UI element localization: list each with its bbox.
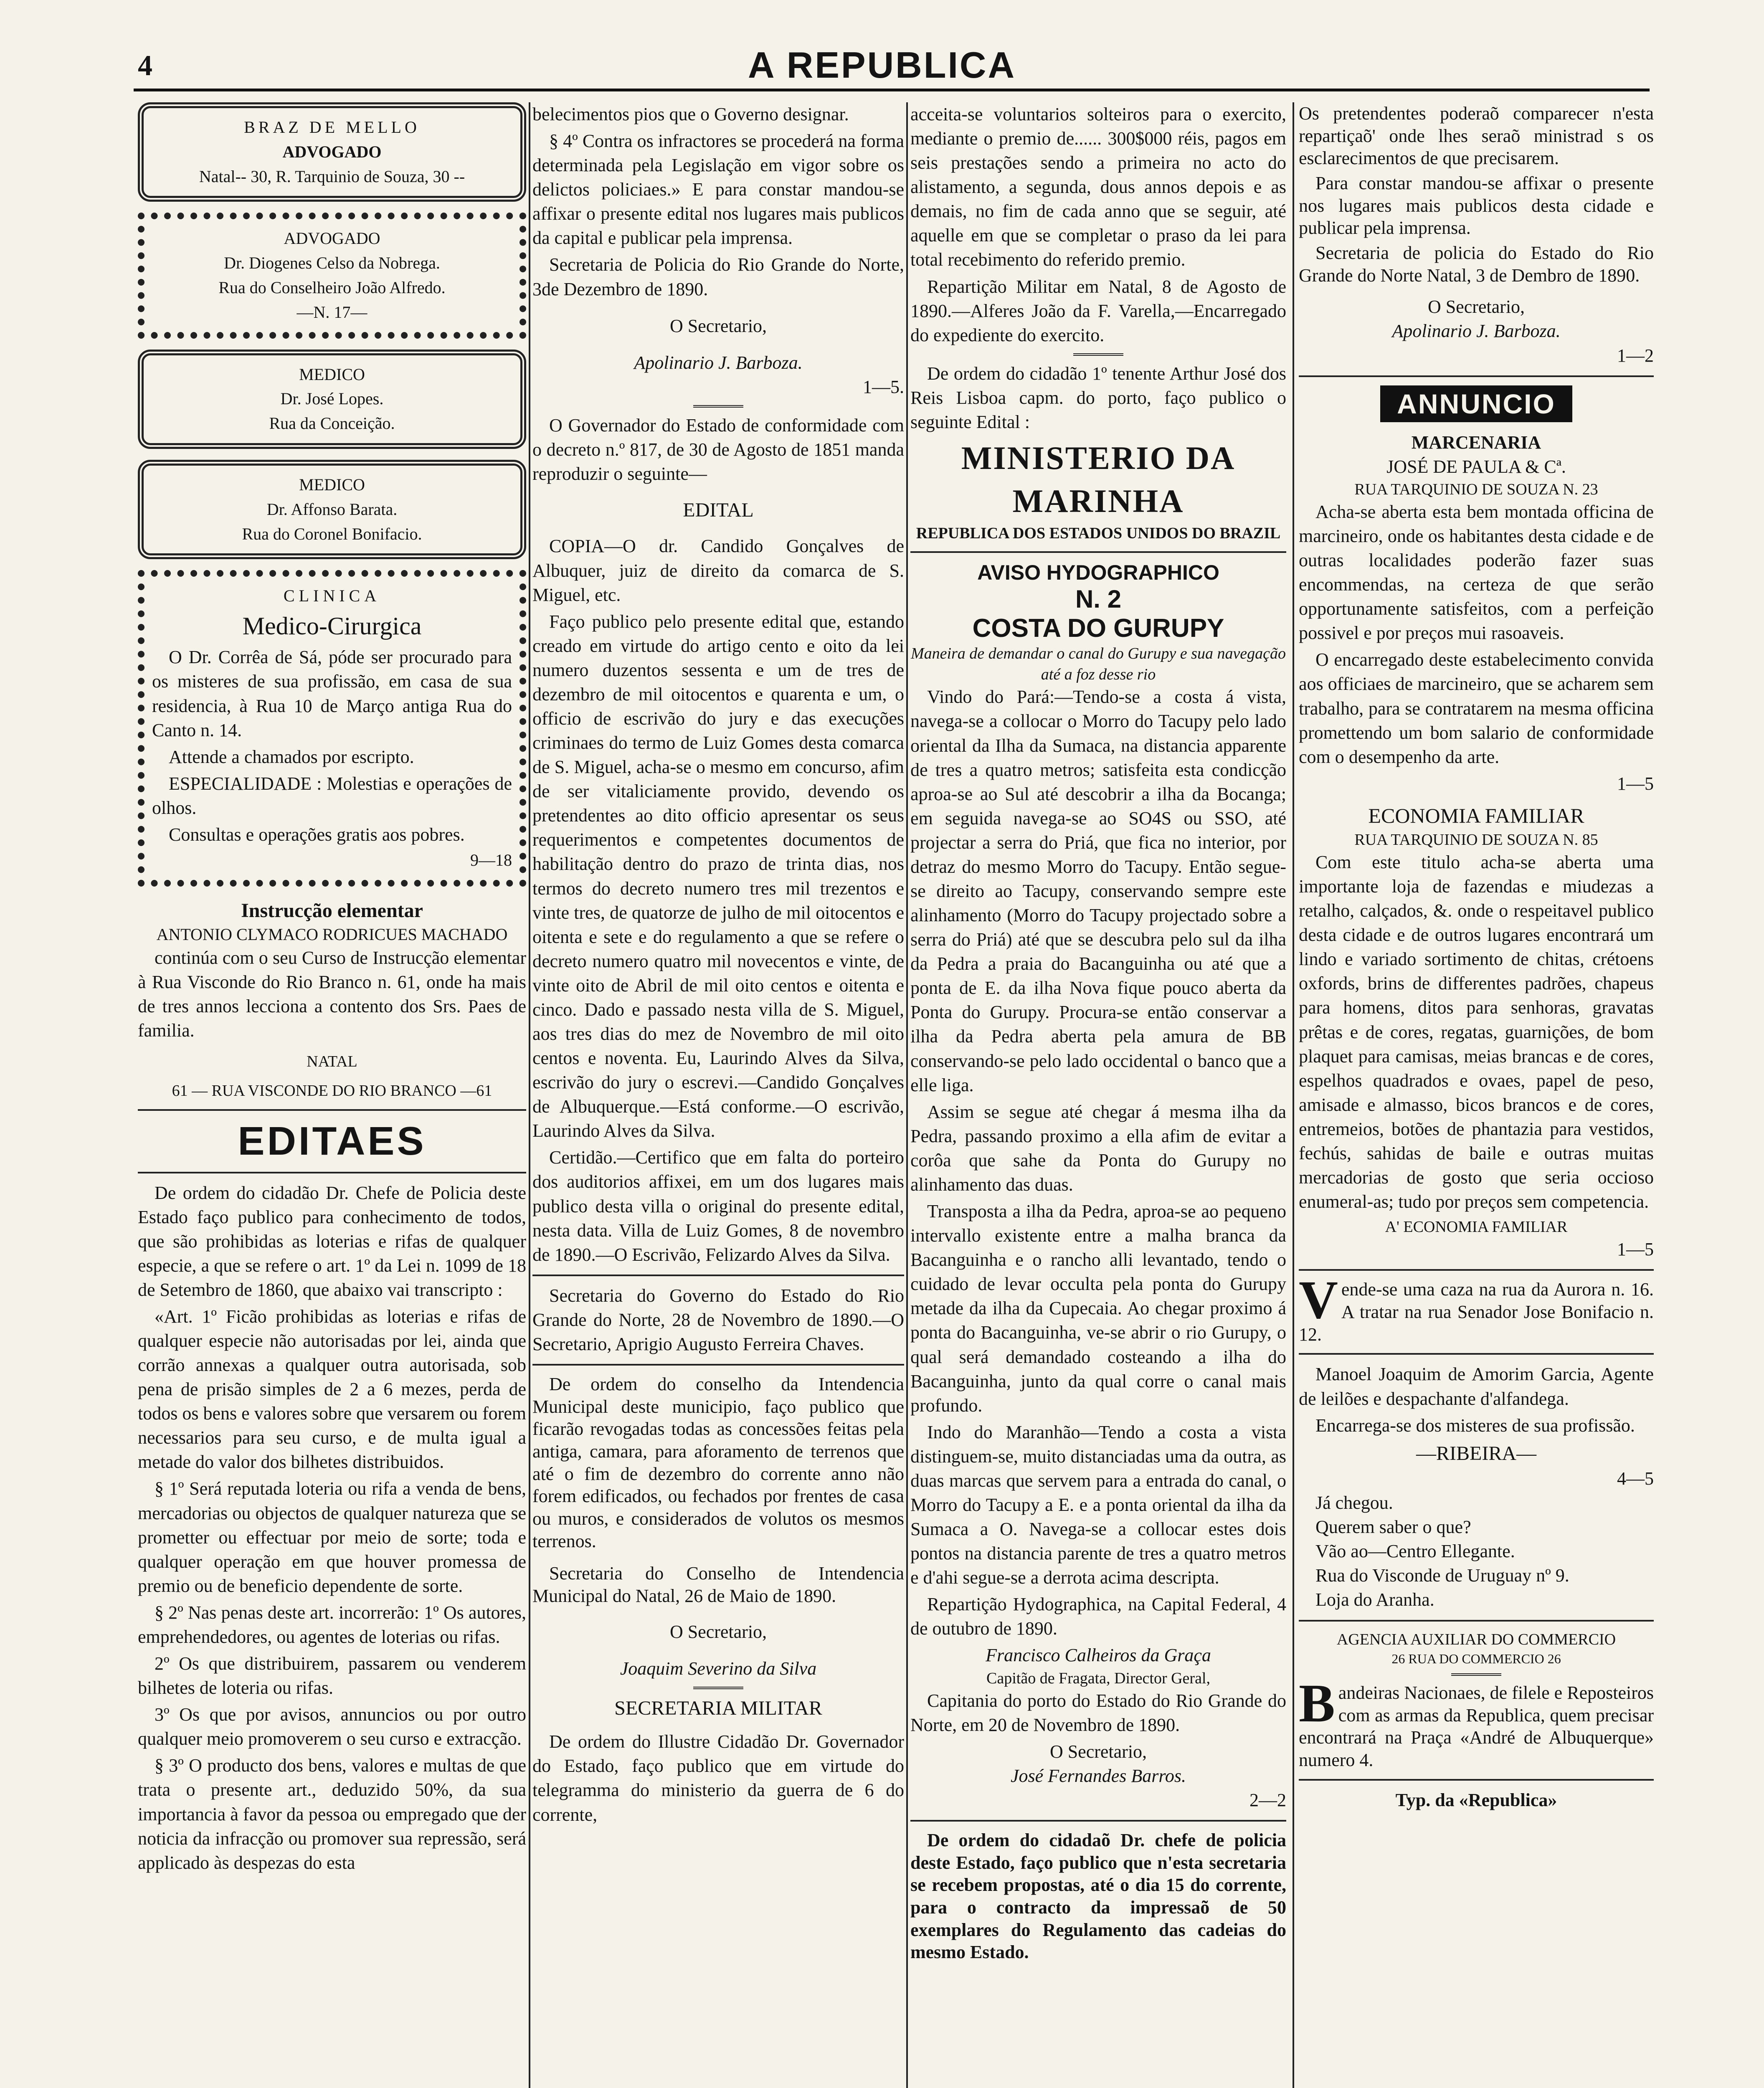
ad-address: Rua do Coronel Bonifacio.	[242, 524, 422, 543]
economia-signature: A' ECONOMIA FAMILIAR	[1385, 1218, 1568, 1236]
edital-paragraph: Secretaria do Governo do Estado do Rio Grande do Norte, 28 de Novembro de 1890.—O Secretario, Aprigio Augusto Ferreira Chaves.	[532, 1285, 904, 1354]
editaes-paragraph: § 1º Será reputada loteria ou rifa a venda de bens, mercadorias ou objectos de qualquer natureza que se prometter ou effectuar por meio de sorte; toda e qualquer operação em que houver promessa de premio ou de beneficio dependente de sorte.	[138, 1478, 526, 1596]
divider	[1299, 1353, 1654, 1355]
divider	[1299, 375, 1654, 377]
instrucao-city: NATAL	[307, 1053, 357, 1071]
chegou-list	[1299, 1491, 1654, 1612]
editaes-paragraph: § 3º O producto dos bens, valores e multas de que trata o presente art., deduzido 50%, da sua importancia à favor da pessoa ou empregado que der noticia da infracção ou promover sua repressão, será applicado às despezas do esta	[138, 1755, 526, 1873]
intendencia-notice: De ordem do conselho da Intendencia Municipal deste municipio, faço publico que ficarão revogadas todas as concessões feitas pela antiga, camara, para aforamento de terrenos que até o fim de dezembro do corrente anno não forem edificados, ou fechados por frentes de casa ou muros, e considerados de volutos os mesmos terrenos.	[532, 1374, 904, 1551]
ad-braz-de-mello	[138, 102, 526, 202]
clinica-text: Attende a chamados por escripto.	[169, 746, 414, 767]
ad-address: Rua da Conceição.	[269, 414, 395, 433]
aviso-heading: AVISO HYDOGRAPHICO	[977, 561, 1219, 585]
edital-paragraph: COPIA—O dr. Candido Gonçalves de Albuquer, juiz de direito da comarca de S. Miguel, etc.	[532, 536, 904, 605]
ad-profession: ADVOGADO	[282, 142, 382, 161]
republica-heading: REPUBLICA DOS ESTADOS UNIDOS DO BRAZIL	[916, 524, 1281, 542]
ad-name: Dr. José Lopes.	[280, 389, 384, 408]
clinica-subtitle: Medico-Cirurgica	[242, 612, 422, 640]
column-divider	[529, 102, 530, 2088]
column-divider	[906, 102, 908, 2088]
edital-paragraph: § 4º Contra os infractores se procederá na forma determinada pela Legislação em vigor sobre os delictos policiaes.» E para constar mandou-se affixar o presente edital nos lugares mais publicos da capital e publicar pela imprensa.	[532, 131, 904, 248]
garcia-paragraph: Encarrega-se dos misteres de sua profissão.	[1315, 1415, 1635, 1436]
edital-heading: EDITAL	[683, 499, 754, 522]
editaes-paragraph: § 2º Nas penas deste art. incorrerão: 1º Os autores, emprehendedores, ou agentes de loterias ou rifas.	[138, 1602, 526, 1647]
signature-title: Capitão de Fragata, Director Geral,	[986, 1669, 1210, 1687]
secretario-label: O Secretario,	[669, 315, 767, 336]
policia-continuation: Os pretendentes poderaõ comparecer n'esta repartiçaõ' onde lhes seraõ ministrad s os esclarecimentos de que precisarem.	[1299, 103, 1654, 169]
column-divider	[1293, 102, 1294, 2088]
column-2	[532, 102, 904, 2088]
agencia-address: 26 RUA DO COMMERCIO 26	[1391, 1651, 1561, 1666]
signature: José Fernandes Barros.	[1011, 1765, 1186, 1786]
marcenaria-paragraph: O encarregado deste estabelecimento convida aos officiaes de marcineiro, que se acharem sem trabalho, para se contratarem na mesma officina promettendo um bom salario de conformidade com o desempenho da arte.	[1299, 649, 1654, 767]
policia-paragraph: Para constar mandou-se affixar o presente nos lugares mais publicos desta cidade e publicar pela imprensa.	[1299, 173, 1654, 238]
edital-paragraph: Certidão.—Certifico que em falta do porteiro dos auditorios affixei, em um dos lugares mais publico desta villa o original do presente edital, nesta data. Villa de Luiz Gomes, 8 de novembro de 1890.—O Escrivão, Felizardo Alves da Silva.	[532, 1147, 904, 1265]
clinica-text: O Dr. Corrêa de Sá, póde ser procurado para os misteres de sua profissão, em casa de sua residencia, à Rua 10 de Março antiga Rua do Canto n. 14.	[152, 647, 512, 740]
aviso-paragraph: Repartição Hydographica, na Capital Federal, 4 de outubro de 1890.	[910, 1594, 1286, 1639]
aviso-paragraph: Transposta a ilha da Pedra, aproa-se ao pequeno intervallo existente entre a malha branca da Bacanguinha e o rancho alli levantado, tendo o cuidado de levar occulta pela ponta do Gurupy metade da ilha da Cupecaia. Ao chegar proximo á ponta do Bacanguinha, ve-se abrir o rio Gurupy, o qual será demandado costeando a ilha do Bacanguinha, junto da qual corre o canal mais profundo.	[910, 1201, 1286, 1416]
policia-date: Secretaria de policia do Estado do Rio Grande do Norte Natal, 3 de Dembro de 1890.	[1299, 243, 1654, 286]
chegou-line: Rua do Visconde de Uruguay nº 9.	[1315, 1565, 1569, 1586]
secretario-label: O Secretario,	[669, 1621, 767, 1642]
divider	[910, 1820, 1286, 1822]
reference: 4—5	[1617, 1468, 1654, 1489]
reference: 1—5	[1617, 1239, 1654, 1260]
garcia-paragraph: Manoel Joaquim de Amorim Garcia, Agente de leilões e despachante d'alfandega.	[1299, 1364, 1654, 1409]
instrucao-address: 61 — RUA VISCONDE DO RIO BRANCO —61	[172, 1082, 492, 1100]
clinica-title: CLINICA	[283, 586, 381, 606]
chegou-line: Vão ao—Centro Ellegante.	[1315, 1541, 1515, 1562]
ad-name: BRAZ DE MELLO	[244, 118, 420, 137]
instrucao-text: continúa com o seu Curso de Instrucção elementar à Rua Visconde do Rio Branco n. 61, onde ha mais de tres annos lecciona a contento dos Srs. Paes de familia.	[138, 947, 526, 1041]
capitania-date: Capitania do porto do Estado do Rio Grande do Norte, em 20 de Novembro de 1890.	[910, 1690, 1286, 1735]
divider	[693, 405, 743, 408]
reference: 1—2	[1617, 345, 1654, 366]
page-number: 4	[138, 50, 152, 82]
aviso-paragraph: Vindo do Pará:—Tendo-se a costa á vista, navega-se a collocar o Morro do Tacupy pelo lado oriental da Ilha da Sumaca, na distancia apparente de tres a quatro metros; satisfeita esta condicção aproa-se ao Sul até descobrir a ilha da Bocanga; em seguida navega-se ao SO4S ou SSO, até projectar a serra do Priá, que fica no interior, por detraz do mesmo Morro do Tacupy. Então segue-se direito ao Tacupy, conservando sempre este alinhamento (Morro do Tacupy projectado sobre a serra do Priá) até que se descubra pelo sul da ilha da Pedra a praia do Bacanguinha ou até que a ponta de E. da ilha Nova fique pouco aberta da Ponta do Gurupy. Procura-se então conservar a ilha da Pedra aberta pela amura de BB conservando-se pelo lado occidental o banco que a elle liga.	[910, 687, 1286, 1095]
editaes-heading: EDITAES	[238, 1118, 426, 1163]
divider	[1299, 1779, 1654, 1781]
typography-credit: Typ. da «Republica»	[1395, 1789, 1557, 1810]
newspaper-title: A REPUBLICA	[748, 44, 1016, 86]
column-4	[1299, 102, 1654, 2088]
instrucao-title: Instrucção elementar	[241, 899, 423, 922]
editaes-paragraph: 2º Os que distribuirem, passarem ou venderem bilhetes de loteria ou rifas.	[138, 1653, 526, 1698]
reparticao-militar: Repartição Militar em Natal, 8 de Agosto de 1890.—Alferes João da F. Varella,—Encarregado do expediente do exercito.	[910, 276, 1286, 345]
signature: Joaquim Severino da Silva	[620, 1658, 817, 1679]
vende-se-text: ende-se uma caza na rua da Aurora n. 16. A tratar na rua Senador Jose Bonifacio n. 12.	[1299, 1279, 1654, 1345]
capitania-intro: De ordem do cidadão 1º tenente Arthur José dos Reis Lisboa capm. do porto, faço publico o seguinte Edital :	[910, 363, 1286, 432]
ad-profession: MEDICO	[299, 475, 365, 494]
ad-barata	[138, 460, 526, 559]
marcenaria-address: RUA TARQUINIO DE SOUZA N. 23	[1354, 480, 1598, 498]
secretario-label: O Secretario,	[1427, 296, 1525, 317]
costa-heading: COSTA DO GURUPY	[972, 614, 1224, 643]
chegou-line: Já chegou.	[1315, 1493, 1393, 1513]
divider	[1073, 353, 1123, 356]
ad-address: Natal-- 30, R. Tarquinio de Souza, 30 --	[199, 167, 465, 186]
bandeiras-notice	[1299, 1673, 1654, 1771]
costa-subtitle: Maneira de demandar o canal do Gurupy e sua navegação até a foz desse rio	[910, 645, 1286, 684]
ad-nobrega	[138, 213, 526, 338]
ad-lopes	[138, 350, 526, 449]
clinica-ref: 9—18	[470, 850, 512, 869]
intendencia-secretaria: Secretaria do Conselho de Intendencia Municipal do Natal, 26 de Maio de 1890.	[532, 1563, 904, 1607]
aviso-paragraph: Indo do Maranhão—Tendo a costa a vista distinguem-se, muito distanciadas uma da outra, as duas marcas que servem para a entrada do canal, o Morro do Tacupy a E. e a ponta oriental da ilha da Sumaca a O. Navega-se a collocar estes dois pontos na distancia parente de tres a quatro metros e d'ahi segue-se a derrota acima descripta.	[910, 1422, 1286, 1588]
divider	[532, 1275, 904, 1276]
ad-address: Rua do Conselheiro João Alfredo.	[218, 278, 446, 297]
edital-date: Secretaria de Policia do Rio Grande do Norte, 3de Dezembro de 1890.	[532, 254, 904, 299]
ad-name: Dr. Diogenes Celso da Nobrega.	[224, 253, 440, 273]
policia-notice: De ordem do cidadaõ Dr. chefe de policia deste Estado, faço publico que n'esta secretaria se recebem propostas, até o dia 15 do corrente, para o contracto da impressaõ de 50 exemplares do Regulamento das cadeias do mesmo Estado.	[910, 1830, 1286, 1963]
marcenaria-paragraph: Acha-se aberta esta bem montada officina de marcineiro, onde os habitantes desta cidade e de outras localidades poderão fazer suas encommendas, na certeza de que serão opportunamente satisfeitos, com a perfeição possivel e por preços mui rasoaveis.	[1299, 501, 1654, 644]
ad-profession: ADVOGADO	[284, 229, 380, 248]
drop-cap: B	[1299, 1673, 1335, 1733]
economia-heading: ECONOMIA FAMILIAR	[1368, 803, 1584, 827]
reference: 1—5	[1617, 773, 1654, 794]
editaes-paragraph: «Art. 1º Ficão prohibidas as loterias e rifas de qualquer especie não autorisadas por lei, ainda que corrão annexas a qualquer outra autorisada, sob pena de prisão simples de 2 a 6 mezes, perda de todos os bens e valores sobre que versarem ou forem necessarios para seu curso, e de multa igual a metade do valor dos bilhetes distribuidos.	[138, 1306, 526, 1472]
annuncio-banner	[1299, 385, 1654, 422]
secretaria-militar-heading: SECRETARIA MILITAR	[614, 1697, 822, 1719]
signature: Francisco Calheiros da Graça	[986, 1645, 1211, 1666]
instrucao-name: ANTONIO CLYMACO RODRICUES MACHADO	[156, 925, 508, 944]
aviso-paragraph: Assim se segue até chegar á mesma ilha da Pedra, passando proximo a ella afim de evitar a corôa que sahe da Ponta do Gurupy no alinhamento das duas.	[910, 1101, 1286, 1195]
aviso-number: N. 2	[1075, 585, 1122, 613]
militar-paragraph: De ordem do Illustre Cidadão Dr. Governador do Estado, faço publico que em virtude do telegramma do ministerio da guerra de 6 do corrente,	[532, 1731, 904, 1825]
reference: 2—2	[1250, 1789, 1286, 1810]
divider	[1451, 1673, 1501, 1676]
divider	[138, 1109, 526, 1111]
ribeira-heading: —RIBEIRA—	[1416, 1442, 1536, 1465]
bandeiras-text: andeiras Nacionaes, de filele e Reposteiros com as armas da Republica, quem precisar encontrará na Praça «André de Albuquerque» numero 4.	[1299, 1682, 1654, 1770]
reference: 1—5.	[863, 376, 904, 397]
militar-continuation: acceita-se voluntarios solteiros para o exercito, mediante o premio de...... 300$000 réis, pagos em seis prestações sendo a primeira no acto do alistamento, a segunda, dous annos depois e as demais, no fim de cada anno que se seguir, até aquelle em que se completar o praso da lei para total recebimento do referido premio.	[910, 104, 1286, 270]
clinica-text: ESPECIALIDADE : Molestias e operações de olhos.	[152, 773, 512, 818]
governador-intro: O Governador do Estado de conformidade com o decreto n.º 817, de 30 de Agosto de 1851 manda reproduzir o seguinte—	[532, 415, 904, 484]
ad-clinica	[138, 570, 526, 886]
signature: Apolinario J. Barboza.	[1392, 321, 1561, 342]
editaes-paragraph: De ordem do cidadão Dr. Chefe de Policia deste Estado faço publico para conhecimento de todos, que são prohibidas as loterias e rifas de qualquer especie, a que se refere o art. 1º da Lei n. 1099 de 18 de Setembro de 1860, que abaixo vai transcripto :	[138, 1182, 526, 1300]
editaes-paragraph: 3º Os que por avisos, annuncios ou por outro qualquer meio promoverem o seu curso e extracção.	[138, 1704, 526, 1749]
divider	[138, 1172, 526, 1173]
agencia-heading: AGENCIA AUXILIAR DO COMMERCIO	[1336, 1630, 1616, 1648]
chegou-line: Querem saber o que?	[1315, 1517, 1471, 1538]
column-1	[138, 102, 526, 2088]
ad-name: Dr. Affonso Barata.	[266, 499, 398, 519]
economia-address: RUA TARQUINIO DE SOUZA N. 85	[1354, 831, 1598, 849]
divider	[1299, 1620, 1654, 1622]
vende-se-notice	[1299, 1270, 1654, 1346]
edital-continuation: belecimentos pios que o Governo designar.	[532, 104, 849, 124]
divider	[1299, 1269, 1654, 1271]
drop-cap: V	[1299, 1270, 1338, 1330]
secretario-label: O Secretario,	[1049, 1741, 1147, 1762]
economia-paragraph: Com este titulo acha-se aberta uma importante loja de fazendas e miudezas a retalho, calçados, &. onde o respeitavel publico desta cidade e de outros lugares encontrará um lindo e variado sortimento de chitas, crétoens oxfords, brins de differentes padrões, chapeus para homens, ditos para senhoras, gravatas prêtas e de cores, regatas, guarnições, de bom plaquet para camisas, meias brancas e de cores, espelhos quadrados e ovaes, papel de peso, amisade e almasso, bicos brancos e de cores, entremeios, botões de phantazia para vestidos, fechús, sahidas de baile e outras muitas mercadorias de gosto que seria occioso enumeral-as; tudo por preços sem competencia.	[1299, 852, 1654, 1212]
divider	[910, 551, 1286, 553]
ministerio-heading: MINISTERIO DA MARINHA	[961, 440, 1236, 519]
signature: Apolinario J. Barboza.	[634, 352, 803, 373]
clinica-text: Consultas e operações gratis aos pobres.	[169, 824, 465, 845]
chegou-line: Loja do Aranha.	[1315, 1589, 1435, 1610]
marcenaria-firm: JOSÉ DE PAULA & Cª.	[1386, 456, 1566, 477]
edital-paragraph: Faço publico pelo presente edital que, estando creado em virtude do artigo cento e oito da lei numero duzentos sessenta e um de tres de dezembro de mil oitocentos e quarenta e um, o officio de escrivão do jury e das execuções criminaes do termo de Luiz Gomes desta comarca de S. Miguel, acha-se o mesmo em concurso, afim de ser vitaliciamente provido, devendo os pretendentes ao dito officio apresentar os seus requerimentos e competentes documentos de habilitação dentro do prazo de trinta dias, nos termos do decreto numero tres mil trezentos e vinte tres, de quatorze de julho de mil oitocentos e oitenta e sete e do regulamento a que se refere o decreto numero quatro mil novecentos e vinte, de vinte oito de Abril de mil oito centos e oitenta e cinco. Dado e passado nesta villa de S. Miguel, aos tres dias do mez de Novembro de mil oito centos e noventa. Eu, Laurindo Alves da Silva, escrivão do jury o escrevi.—Candido Gonçalves de Albuquerque.—Está conforme.—O escrivão, Laurindo Alves da Silva.	[532, 611, 904, 1141]
divider	[532, 1364, 904, 1366]
header-rule	[134, 89, 1650, 91]
column-3	[910, 102, 1286, 2088]
ad-number: —N. 17—	[297, 302, 368, 322]
annuncio-label: ANNUNCIO	[1380, 385, 1572, 422]
marcenaria-heading: MARCENARIA	[1411, 432, 1541, 453]
ad-profession: MEDICO	[299, 365, 365, 384]
divider	[693, 1687, 743, 1689]
